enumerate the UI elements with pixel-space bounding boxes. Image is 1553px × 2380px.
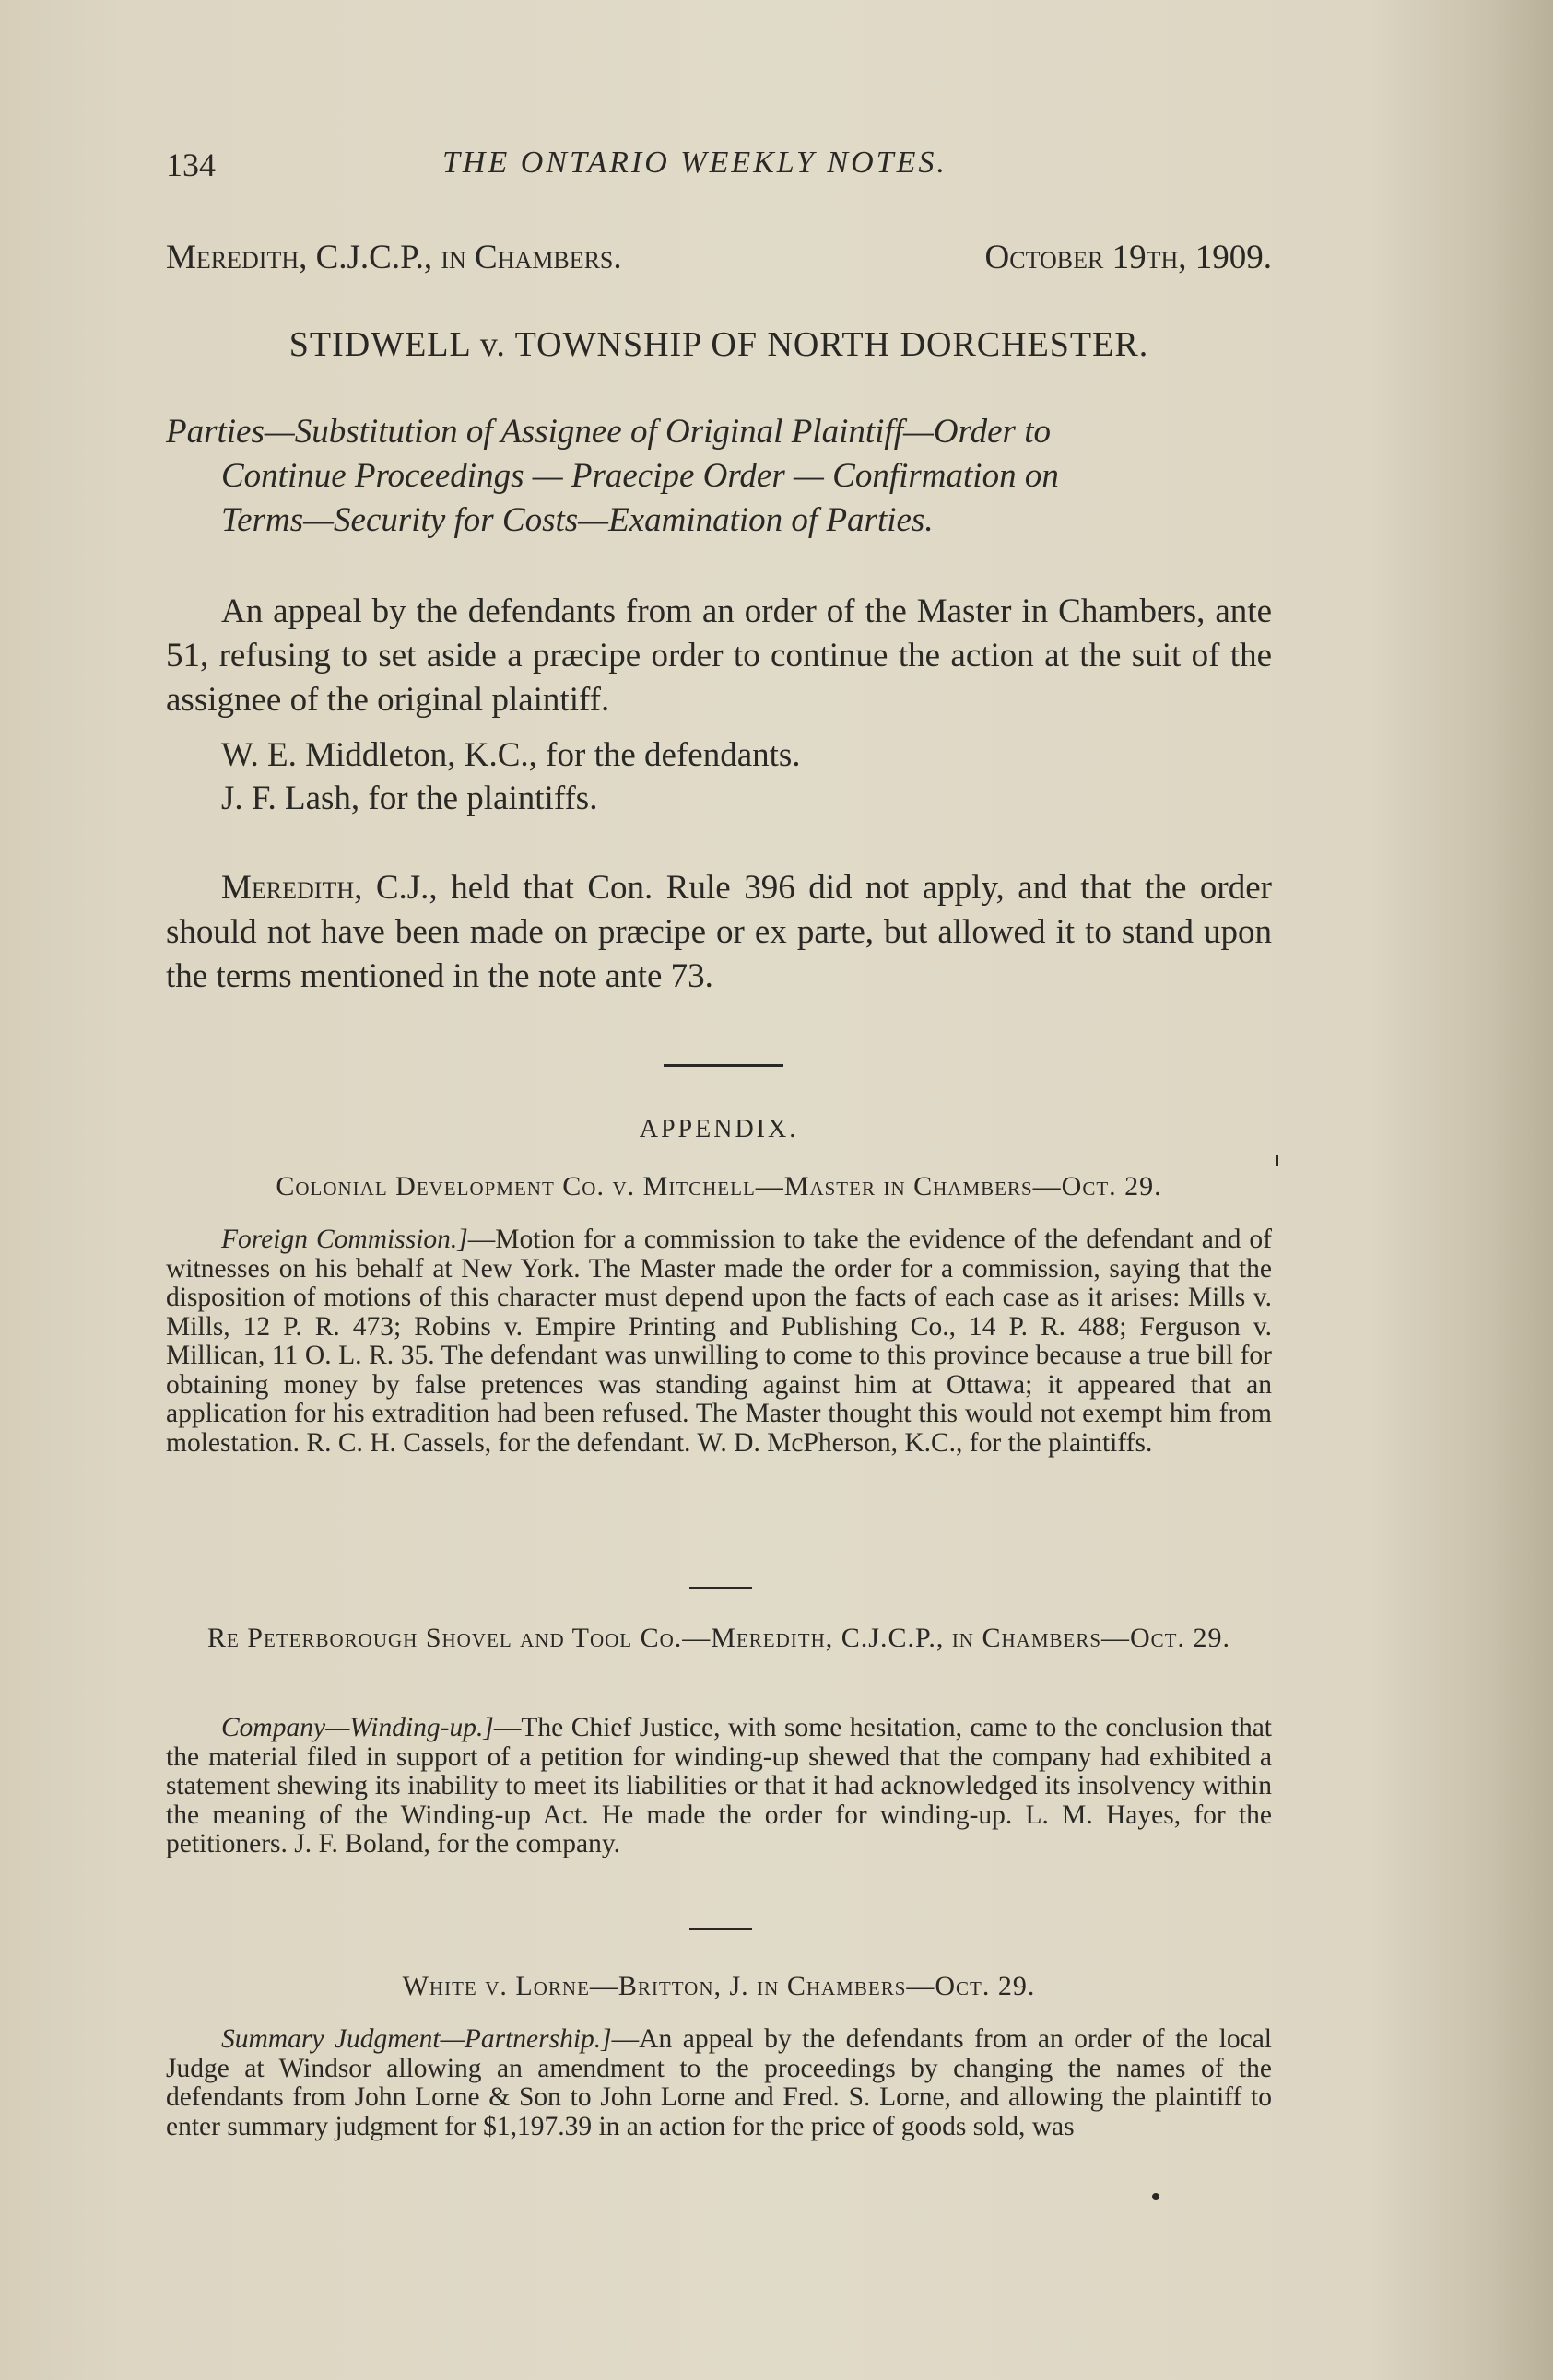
note-divider	[689, 1928, 752, 1930]
note-text-3: —An appeal by the defendants from an order of the local Judge at Windsor allowing an amendment to the proceedings by changing the names of the defendants from John Lorne & Son to John Lorne and Fred. S. Lorne, and allowing the plaintiff to enter summary judgment for $1,197.39 in an action for the price of goods sold, was	[166, 2024, 1272, 2141]
appeal-paragraph: An appeal by the defendants from an order of the Master in Chambers, ante 51, refusing to set aside a præcipe order to continue the action at the suit of the assignee of the original plaintiff.	[166, 592, 1272, 719]
margin-mark	[1276, 1155, 1278, 1166]
note-text-1: —Motion for a commission to take the evidence of the defendant and of witnesses on his behalf at New York. The Master made the order for a commission, saying that the disposition of motions of this character must depend upon the facts of each case as it arises: Mills v. Mills, 12 P. R. 473; Robins v. Empire Printing and Publishing Co., 14 P. R. 488; Ferguson v. Millican, 11 O. L. R. 35. The defendant was unwilling to come to this province because a true bill for obtaining money by false pretences was standing against him at Ottawa; it appeared that an application for his extradition had been refused. The Master thought this would not exempt him from molestation. R. C. H. Cassels, for the defendant. W. D. McPherson, K.C., for the plaintiffs.	[166, 1225, 1273, 1458]
note-body-3	[166, 2025, 1272, 2141]
court-date: October 19th, 1909.	[984, 239, 1272, 276]
page-header	[166, 146, 1272, 192]
court-line	[166, 238, 1272, 277]
page-number: 134	[166, 147, 216, 183]
court-judge: Meredith, C.J.C.P., in Chambers.	[166, 239, 622, 276]
judgment-judge: Meredith, C.J.,	[221, 869, 438, 907]
catchwords-line-2: Continue Proceedings — Praecipe Order — Confirmation on	[221, 457, 1059, 495]
counsel-plaintiffs: J. F. Lash, for the plaintiffs.	[221, 780, 598, 817]
judgment-text: held that Con. Rule 396 did not apply, and that the order should not have been made on præcipe or ex parte, but allowed it to stand upon the terms mentioned in the note ante 73.	[166, 869, 1272, 995]
note-subject-2: Company—Winding-up.]	[221, 1713, 494, 1742]
note-heading-1: Colonial Development Co. v. Mitchell—Master in Chambers—Oct. 29.	[276, 1171, 1162, 1202]
note-heading-3: White v. Lorne—Britton, J. in Chambers—Oct. 29.	[402, 1971, 1036, 2001]
note-text-2: —The Chief Justice, with some hesitation, came to the conclusion that the material filed in support of a petition for winding-up shewed that the company had exhibited a statement shewing its inability to meet its liabilities or that it had acknowledged its insolvency within the meaning of the Winding-up Act. He made the order for winding-up. L. M. Hayes, for the petitioners. J. F. Boland, for the company.	[166, 1713, 1272, 1858]
note-body-1	[166, 1225, 1272, 1458]
appendix-title: APPENDIX.	[639, 1115, 799, 1143]
ink-speck	[1152, 2193, 1159, 2200]
catchwords	[166, 410, 1272, 543]
note-body-2	[166, 1714, 1272, 1859]
note-subject-3: Summary Judgment—Partnership.]	[221, 2024, 612, 2054]
judgment-paragraph	[166, 866, 1272, 999]
catchwords-line-3: Terms—Security for Costs—Examination of Parties.	[221, 501, 934, 539]
running-head: THE ONTARIO WEEKLY NOTES.	[442, 146, 947, 180]
note-heading-2: Re Peterborough Shovel and Tool Co.—Meredith, C.J.C.P., in Chambers—Oct. 29.	[206, 1623, 1231, 1653]
note-subject-1: Foreign Commission.]	[221, 1225, 468, 1254]
case-title: STIDWELL v. TOWNSHIP OF NORTH DORCHESTER.	[288, 325, 1149, 364]
catchwords-line-1: Parties—Substitution of Assignee of Original Plaintiff—Order to	[166, 413, 1051, 451]
note-divider	[689, 1587, 752, 1589]
section-divider	[664, 1064, 783, 1067]
counsel-defendants: W. E. Middleton, K.C., for the defendants.	[221, 736, 801, 774]
